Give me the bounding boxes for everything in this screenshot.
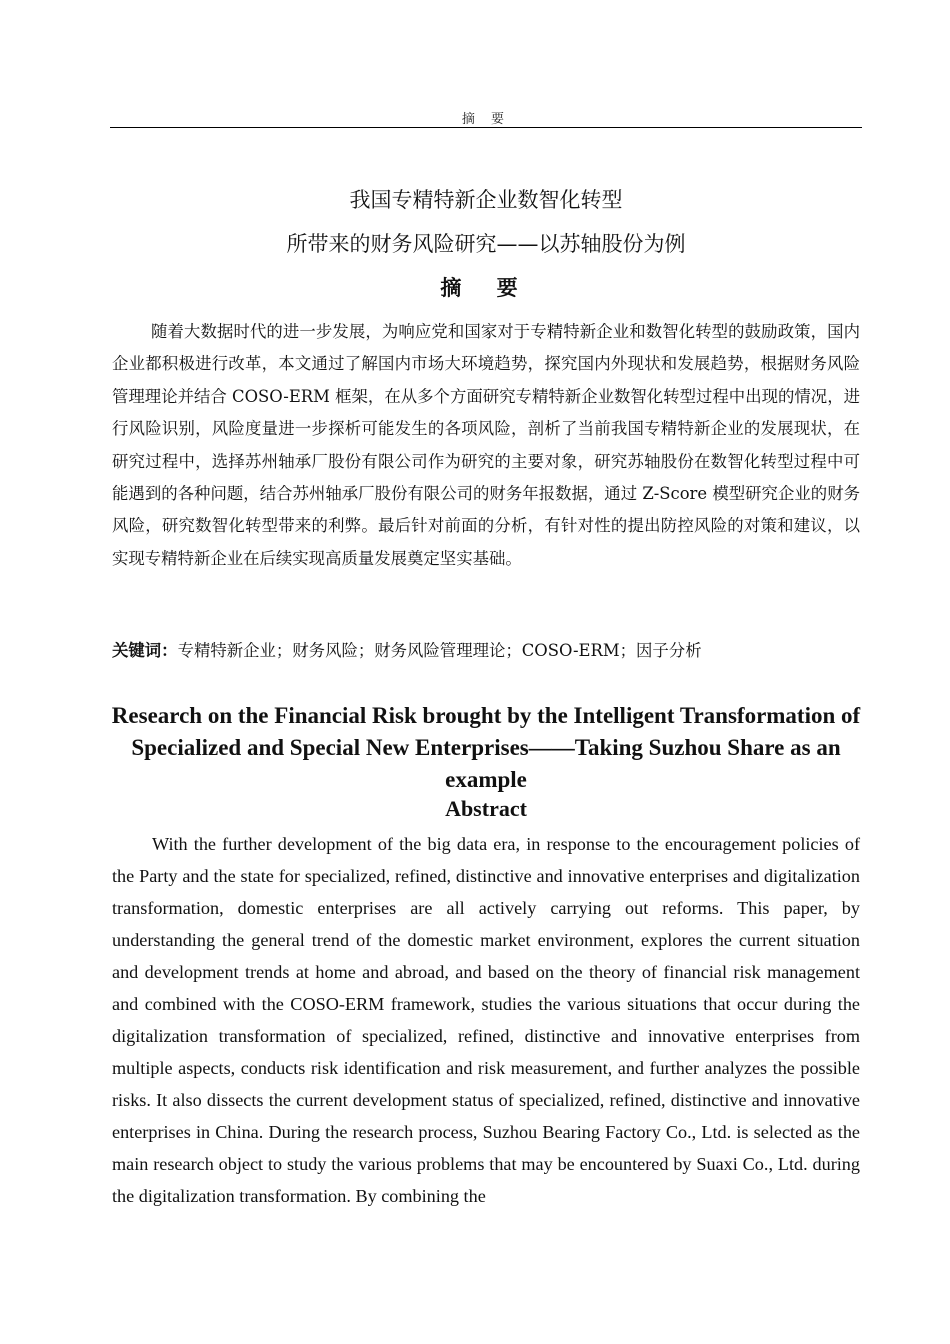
running-header: 摘 要 xyxy=(461,112,511,127)
chinese-keywords xyxy=(112,636,860,666)
english-abstract-body: With the further development of the big data era, in response to the encouragement policies of the Party and the state for specialized, refined, distinctive and innovative enterprises and digitalization transformation, domestic enterprises are all actively carrying out reforms. This paper, by understanding the general trend of the domestic market environment, explores the current situation and development trends at home and abroad, and based on the theory of financial risk management and combined with the COSO-ERM framework, studies the various situations that occur during the digitalization transformation of specialized, refined, distinctive and innovative enterprises from multiple aspects, conducts risk identification and risk measurement, and further analyzes the possible risks. It also dissects the current development status of specialized, refined, distinctive and innovative enterprises in China. During the research process, Suzhou Bearing Factory Co., Ltd. is selected as the main research object to study the various problems that may be encountered by Suaxi Co., Ltd. during the digitalization transformation. By combining the xyxy=(112,834,860,1206)
header-rule xyxy=(110,127,862,128)
english-abstract-heading: Abstract xyxy=(445,796,527,821)
chinese-title-line-1: 我国专精特新企业数智化转型 xyxy=(349,188,623,212)
english-title: Research on the Financial Risk brought by the Intelligent Transformation of Specialized and Special New Enterprises——Taking Suzhou Share as an example xyxy=(111,703,861,792)
chinese-abstract-body: 随着大数据时代的进一步发展，为响应党和国家对于专精特新企业和数智化转型的鼓励政策，国内企业都积极进行改革，本文通过了解国内市场大环境趋势，探究国内外现状和发展趋势，根据财务风险管理理论并结合 COSO-ERM 框架，在从多个方面研究专精特新企业数智化转型过程中出现的情况，进行风险识别，风险度量进一步探析可能发生的各项风险，剖析了当前我国专精特新企业的发展现状，在研究过程中，选择苏州轴承厂股份有限公司作为研究的主要对象，研究苏轴股份在数智化转型过程中可能遇到的各种问题，结合苏州轴承厂股份有限公司的财务年报数据，通过 Z-Score 模型研究企业的财务风险，研究数智化转型带来的利弊。最后针对前面的分析，有针对性的提出防控风险的对策和建议，以实现专精特新企业在后续实现高质量发展奠定坚实基础。 xyxy=(112,322,860,568)
keywords-label: 关键词： xyxy=(112,641,178,660)
chinese-title-line-2: 所带来的财务风险研究——以苏轴股份为例 xyxy=(286,232,686,256)
keywords-text: 专精特新企业；财务风险；财务风险管理理论；COSO-ERM；因子分析 xyxy=(177,641,702,660)
chinese-abstract-heading: 摘 要 xyxy=(440,276,532,300)
